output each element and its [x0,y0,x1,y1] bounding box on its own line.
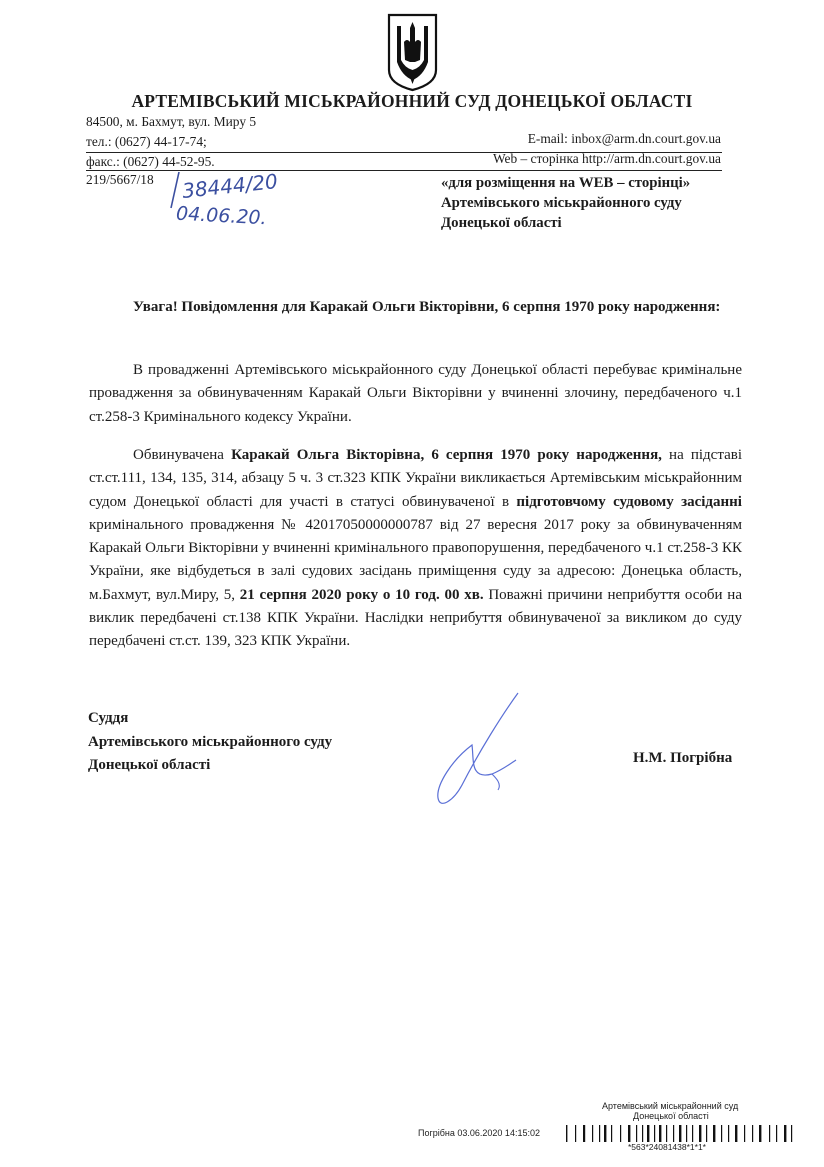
handwritten-date: 04.06.20. [175,202,268,230]
notice-paragraph-1: В провадженні Артемівського міськрайонного суду Донецької області перебуває кримінальне провадження за обвинуваченням Каракай Ольги Вікторівни у вчиненні злочину, передбаченого ч.1 ст.258-3 Кримінального кодексу України. [89,362,742,425]
hearing-datetime: 21 серпня 2020 року о 10 год. 00 хв. [239,586,484,603]
recipient-line-3: Донецької області [441,215,562,231]
notice-paragraph-2 [89,444,742,654]
court-email: E-mail: inbox@arm.dn.court.gov.ua [527,131,721,146]
document-timestamp: Погрібна 03.06.2020 14:15:02 [418,1128,540,1138]
stamp-region: Донецької області [633,1111,709,1121]
p2-text-a: Обвинувачена [133,447,232,463]
judge-name: Н.М. Погрібна [633,750,733,766]
p2-text-e: кримінального провадження № 42017050000000787 від 27 вересня 2017 року за обвинуваченням Каракай Ольги Вікторівни у вчиненні кримінального правопорушення, передбаченого ч.1 ст.258-3 КК України, яке відбудеться в залі судових засідань приміщення суду за адресою: Донецька область, м.Бахмут, вул.Миру, 5, [89,516,742,603]
coat-of-arms-icon [385,12,440,92]
p2-text-c: на підставі ст.ст.111, 134, 135, 314, абзацу 5 ч. 3 ст.323 КПК України викликається Артемівським міськрайонним судом Донецької області для участі в статусі обвинуваченої в [89,447,742,510]
stamp-court: Артемівський міськрайонний суд [602,1101,739,1111]
judge-title-3: Донецької області [88,757,211,773]
p2-text-g: Поважні причини неприбуття особи на виклик передбачені ст.138 КПК України. Наслідки неприбуття обвинуваченої за викликом до суду передбачені ст.ст. 139, 323 КПК України. [89,586,742,650]
court-name: АРТЕМІВСЬКИЙ МІСЬКРАЙОННИЙ СУД ДОНЕЦЬКОЇ ОБЛАСТІ [131,91,693,111]
outgoing-number: 219/5667/18 [86,172,154,187]
court-address: 84500, м. Бахмут, вул. Миру 5 [86,114,257,129]
judge-title-block [88,707,332,778]
recipient-block [441,173,690,233]
accused-name: Каракай Ольга Вікторівна, 6 серпня 1970 року народження, [231,447,662,463]
handwritten-registration-number: 38444/20 [181,169,279,203]
court-web: Web – сторінка http://arm.dn.court.gov.ua [492,151,721,166]
recipient-line-1: «для розміщення на WEB – сторінці» [441,175,691,191]
court-fax: факс.: (0627) 44-52-95. [86,154,215,169]
hearing-type: підготовчому судовому засіданні [516,493,742,510]
notice-heading: Увага! Повідомлення для Каракай Ольги Вікторівни, 6 серпня 1970 року народження: [133,299,721,315]
handwritten-signature-icon [432,690,542,815]
judge-title-2: Артемівського міськрайонного суду [88,733,333,750]
court-phone: тел.: (0627) 44-17-74; [86,134,207,149]
judge-title-1: Суддя [88,710,129,726]
recipient-line-2: Артемівського міськрайонного суду [441,195,682,211]
barcode-text: *563*24081438*1*1* [628,1142,706,1152]
barcode-icon [566,1125,794,1143]
